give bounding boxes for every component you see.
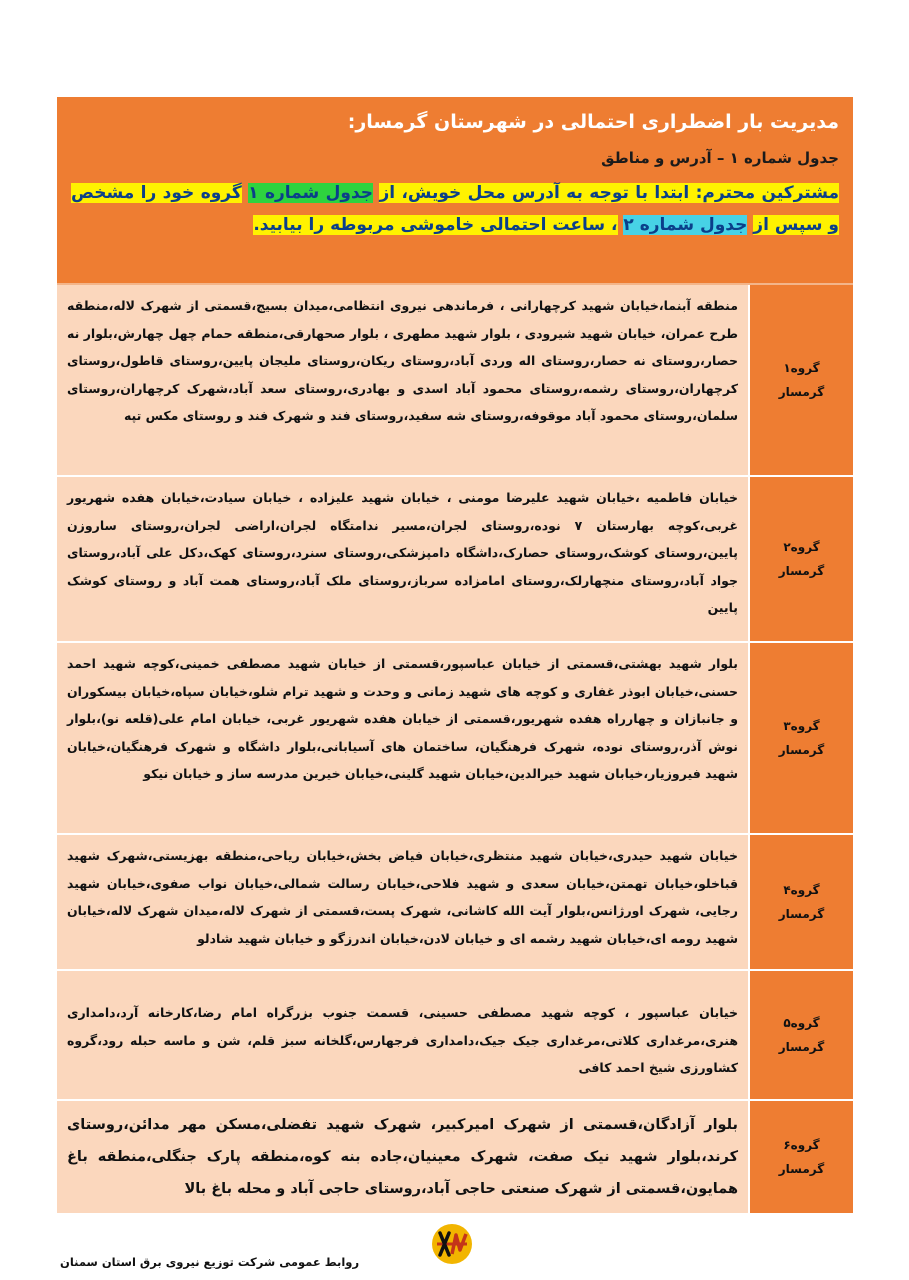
company-logo bbox=[430, 1222, 474, 1266]
notice-highlight-table-2: جدول شماره ۲ bbox=[623, 215, 748, 235]
group-label-cell bbox=[750, 971, 853, 1099]
group-city: گرمسار bbox=[778, 564, 825, 578]
group-city: گرمسار bbox=[778, 1162, 825, 1176]
group-name: گروه۲ bbox=[783, 540, 820, 554]
group-label-cell bbox=[750, 1101, 853, 1213]
group-city: گرمسار bbox=[778, 385, 825, 399]
group-name: گروه۴ bbox=[783, 883, 820, 897]
group-name: گروه۵ bbox=[783, 1016, 820, 1030]
group-city: گرمسار bbox=[778, 743, 825, 757]
notice-part-1: مشترکین محترم: ابتدا با توجه به آدرس محل خویش، از bbox=[379, 183, 840, 203]
group-areas: بلوار شهید بهشتی،قسمتی از خیابان عباسپور،قسمتی از خیابان شهید مصطفی خمینی،کوچه شهید احمد حسنی،خیابان ابوذر غفاری و کوچه های شهید زمانی و وحدت و شهید ترام شلو،خیابان سپاه،خیابان بیسکوران و جانبازان و چهارراه هفده شهریور،قسمتی از خیابان هفده شهریور غربی، خیابان امام علی(قلعه نو)،بلوار نوش آذر،روستای نوده، شهرک فرهنگیان، ساختمان های آسیابانی،بلوار داشگاه و شهرک فرهنگیان،خیابان شهید فیروزیار،خیابان شهید خیرالدین،خیابان شهید گلینی،خیابان خیرین مدرسه ساز و خیابان نیکو bbox=[57, 643, 750, 833]
group-areas: خیابان فاطمیه ،خیابان شهید علیرضا مومنی ، خیابان شهید علیزاده ، خیابان سیادت،خیابان هفده شهریور غربی،کوچه بهارستان ۷ نوده،روستای لجران،مسیر ندامتگاه لجران،اراضی لجران،روستای ساروزن پایین،روستای کوشک،روستای حصارک،داشگاه دامپزشکی،روستای سنرد،روستای کهک،دکل علی آباد،روستای جواد آباد،روستای منچهارلک،روستای امامزاده سرباز،روستای ملک آباد،روستای همت آباد و روستای کوشک پایین bbox=[57, 477, 750, 641]
table-row bbox=[57, 285, 853, 477]
page-title: مدیریت بار اضطراری احتمالی در شهرستان گرمسار: bbox=[347, 111, 839, 133]
group-areas: بلوار آزادگان،قسمتی از شهرک امیرکبیر، شهرک شهید تفضلی،مسکن مهر مدائن،روستای کرند،بلوار شهید نیک صفت، شهرک معینیان،جاده بنه کوه،منطقه پارک جنگلی،منطقه باغ همایون،قسمتی از شهرک صنعتی حاجی آباد،روستای حاجی آباد و محله باغ بالا bbox=[57, 1101, 750, 1213]
group-city: گرمسار bbox=[778, 907, 825, 921]
group-label-cell bbox=[750, 477, 853, 641]
group-areas: خیابان عباسپور ، کوچه شهید مصطفی حسینی، قسمت جنوب بزرگراه امام رضا،کارخانه آرد،دامداری هنری،مرغداری کلاتی،مرغداری جیک جیک،دامداری فرجهارس،گلخانه سبز قلم، شن و ماسه حبله رود،گروه کشاورزی شیخ احمد کافی bbox=[57, 971, 750, 1099]
groups-table bbox=[57, 285, 853, 1215]
group-name: گروه۱ bbox=[783, 361, 820, 375]
notice-part-2: گروه خود را مشخص و سپس از bbox=[71, 183, 839, 235]
page-subtitle: جدول شماره ۱ – آدرس و مناطق bbox=[601, 149, 839, 167]
group-name: گروه۳ bbox=[783, 719, 820, 733]
table-row bbox=[57, 477, 853, 643]
header-panel bbox=[57, 97, 853, 285]
notice-part-3: ، ساعت احتمالی خاموشی مربوطه را بیابید. bbox=[253, 215, 618, 235]
notice-text bbox=[71, 177, 839, 241]
group-city: گرمسار bbox=[778, 1040, 825, 1054]
table-row bbox=[57, 835, 853, 971]
table-row bbox=[57, 1101, 853, 1215]
group-label-cell bbox=[750, 285, 853, 475]
table-row bbox=[57, 643, 853, 835]
document bbox=[57, 97, 853, 1215]
group-areas: منطقه آبنما،خیابان شهید کرچهارانی ، فرماندهی نیروی انتظامی،میدان بسیج،قسمتی از شهرک لاله،منطقه طرح عمران، خیابان شهید شیرودی ، بلوار شهید مطهری ، بلوار صحهارقی،منطقه حمام چهل چهارش،بلوار نه حصار،روستای نه حصار،روستای اله وردی آباد،روستای ریکان،روستای ملیجان پایین،روستای قاطول،روستای کرچهاران،روستای رشمه،روستای محمود آباد اسدی و بهادری،روستای سعد آباد،شهرک کرچهاران،روستای سلمان،روستای محمود آباد موقوفه،روستای شه سفید،روستای فند و شهرک فند و روستای مکس تپه bbox=[57, 285, 750, 475]
group-label-cell bbox=[750, 643, 853, 833]
group-label-cell bbox=[750, 835, 853, 969]
footer-text: روابط عمومی شرکت توزیع نیروی برق استان سمنان bbox=[60, 1255, 360, 1269]
table-row bbox=[57, 971, 853, 1101]
notice-highlight-table-1: جدول شماره ۱ bbox=[248, 183, 374, 203]
group-name: گروه۶ bbox=[783, 1138, 820, 1152]
group-areas: خیابان شهید حیدری،خیابان شهید منتظری،خیابان فیاض بخش،خیابان ریاحی،منطقه بهزیستی،شهرک شهید قباخلو،خیابان تهمتن،خیابان سعدی و شهید فلاحی،خیابان رسالت شمالی،خیابان نواب صفوی،خیابان شهید رجایی، شهرک اورژانس،بلوار آیت الله کاشانی، شهرک پست،قسمتی از شهرک لاله،میدان شهرک لاله،خیابان شهید رومه ای،خیابان شهید رشمه ای و خیابان لادن،خیابان اندرزگو و خیابان شهید شادلو bbox=[57, 835, 750, 969]
